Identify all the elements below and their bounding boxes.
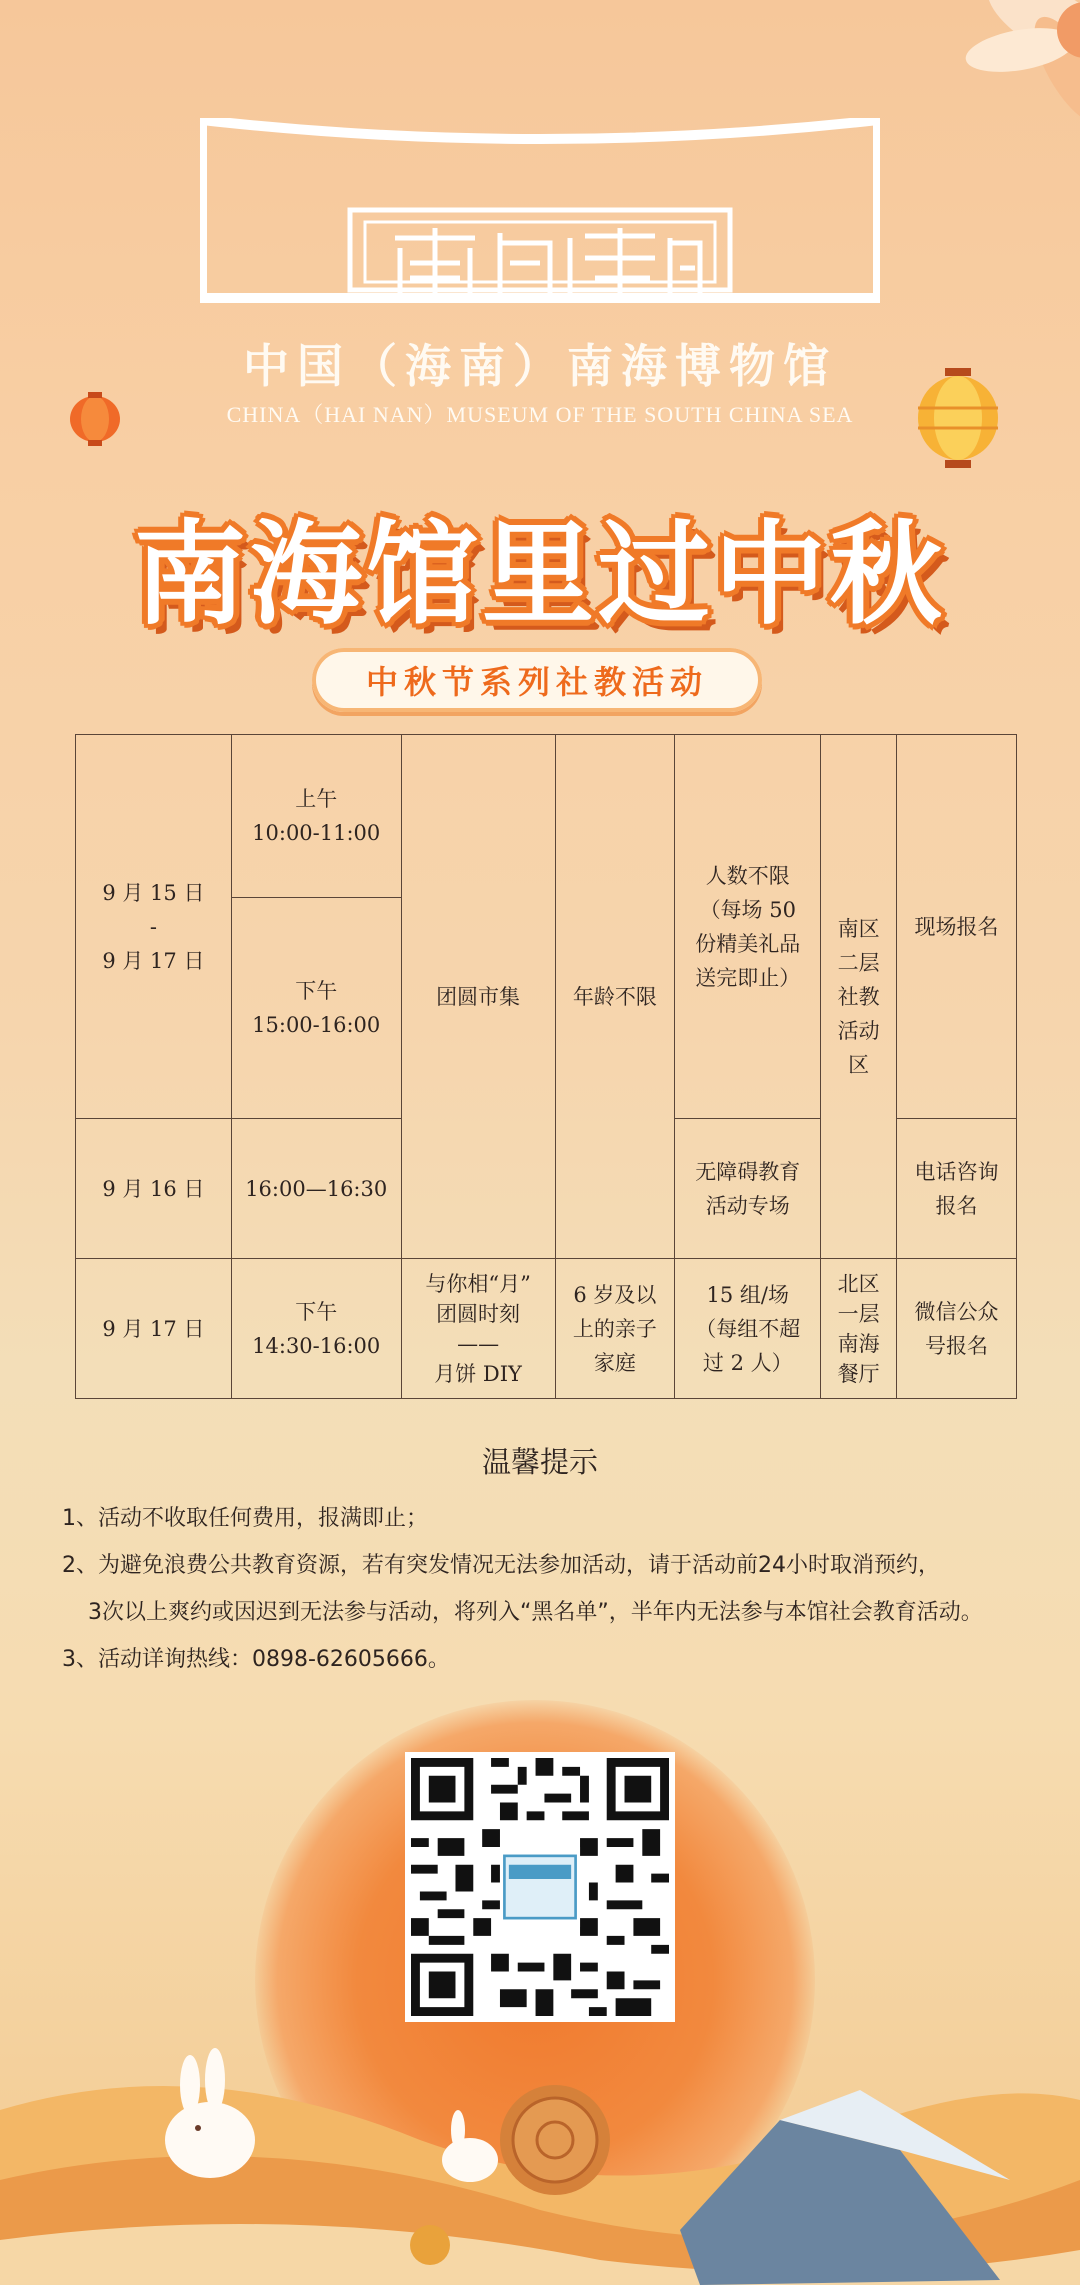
time-cell — [231, 735, 401, 898]
quota-text: 无障碍教育 活动专场 — [695, 1159, 801, 1218]
museum-name-chinese: 中国（海南）南海博物馆 — [243, 339, 837, 393]
activity-cell — [401, 735, 555, 1259]
time-text: 下午 15:00-16:00 — [252, 979, 381, 1037]
date-cell — [76, 735, 232, 1119]
quota-cell — [675, 1119, 821, 1259]
location-text: 北区 一层 南海 餐厅 — [837, 1271, 880, 1386]
signup-text: 现场报名 — [914, 914, 999, 939]
museum-name-english: CHINA（HAI NAN）MUSEUM OF THE SOUTH CHINA SEA — [226, 402, 854, 427]
signup-cell — [897, 1119, 1017, 1259]
time-cell — [231, 1119, 401, 1259]
subtitle-pill — [312, 648, 762, 712]
flower-decoration-icon — [900, 0, 1080, 180]
schedule-table — [75, 734, 1017, 1399]
time-cell — [231, 1259, 401, 1399]
mooncake-icon — [500, 2085, 610, 2195]
signup-text: 微信公众 号报名 — [914, 1299, 999, 1358]
festival-scenery — [0, 2030, 1080, 2285]
activity-text: 与你相“月” 团圆时刻 —— 月饼 DIY — [425, 1271, 531, 1386]
quota-cell — [675, 1259, 821, 1399]
subtitle-text: 中秋节系列社教活动 — [365, 663, 708, 701]
date-cell — [76, 1119, 232, 1259]
date-text: 9 月 15 日 - 9 月 17 日 — [102, 880, 205, 973]
right-lantern-icon — [915, 368, 1001, 476]
date-text: 9 月 16 日 — [102, 1176, 205, 1201]
quota-text: 人数不限 （每场 50 份精美礼品 送完即止） — [695, 863, 801, 990]
activity-cell — [401, 1259, 555, 1399]
audience-cell — [555, 735, 675, 1259]
tip-item: 2、为避免浪费公共教育资源，若有突发情况无法参加活动，请于活动前24小时取消预约， — [62, 1553, 940, 1578]
date-cell — [76, 1259, 232, 1399]
time-text: 下午 14:30-16:00 — [252, 1299, 381, 1358]
quota-cell — [675, 735, 821, 1119]
date-text: 9 月 17 日 — [102, 1316, 205, 1341]
signup-cell — [897, 1259, 1017, 1399]
time-text: 16:00—16:30 — [245, 1176, 388, 1201]
location-cell — [821, 1259, 897, 1399]
audience-cell — [555, 1259, 675, 1399]
tips-title: 温馨提示 — [481, 1445, 598, 1479]
location-cell — [821, 735, 897, 1259]
audience-text: 6 岁及以 上的亲子 家庭 — [572, 1282, 657, 1375]
audience-text: 年龄不限 — [572, 984, 657, 1009]
tip-item: 1、活动不收取任何费用，报满即止； — [62, 1506, 428, 1531]
tip-item: 3次以上爽约或因迟到无法参与活动，将列入“黑名单”，半年内无法参与本馆社会教育活动。 — [88, 1600, 983, 1625]
location-text: 南区 二层 社教 活动 区 — [837, 916, 880, 1077]
quota-text: 15 组/场 （每组不超 过 2 人） — [695, 1282, 801, 1375]
signup-text: 电话咨询 报名 — [914, 1159, 999, 1218]
qr-code[interactable] — [405, 1752, 675, 2022]
tips-list — [62, 1495, 1052, 1683]
left-lantern-icon — [68, 392, 122, 446]
main-title: 南海馆里过中秋 — [134, 510, 946, 640]
rabbit-icon — [165, 2048, 255, 2178]
small-rabbit-icon — [442, 2110, 498, 2182]
table-row — [76, 735, 1017, 898]
activity-text: 团圆市集 — [436, 984, 521, 1009]
table-row — [76, 1259, 1017, 1399]
time-text: 上午 10:00-11:00 — [252, 787, 381, 845]
time-cell — [231, 898, 401, 1119]
signup-cell — [897, 735, 1017, 1119]
tip-item: 3、活动详询热线：0898-62605666。 — [62, 1647, 450, 1672]
